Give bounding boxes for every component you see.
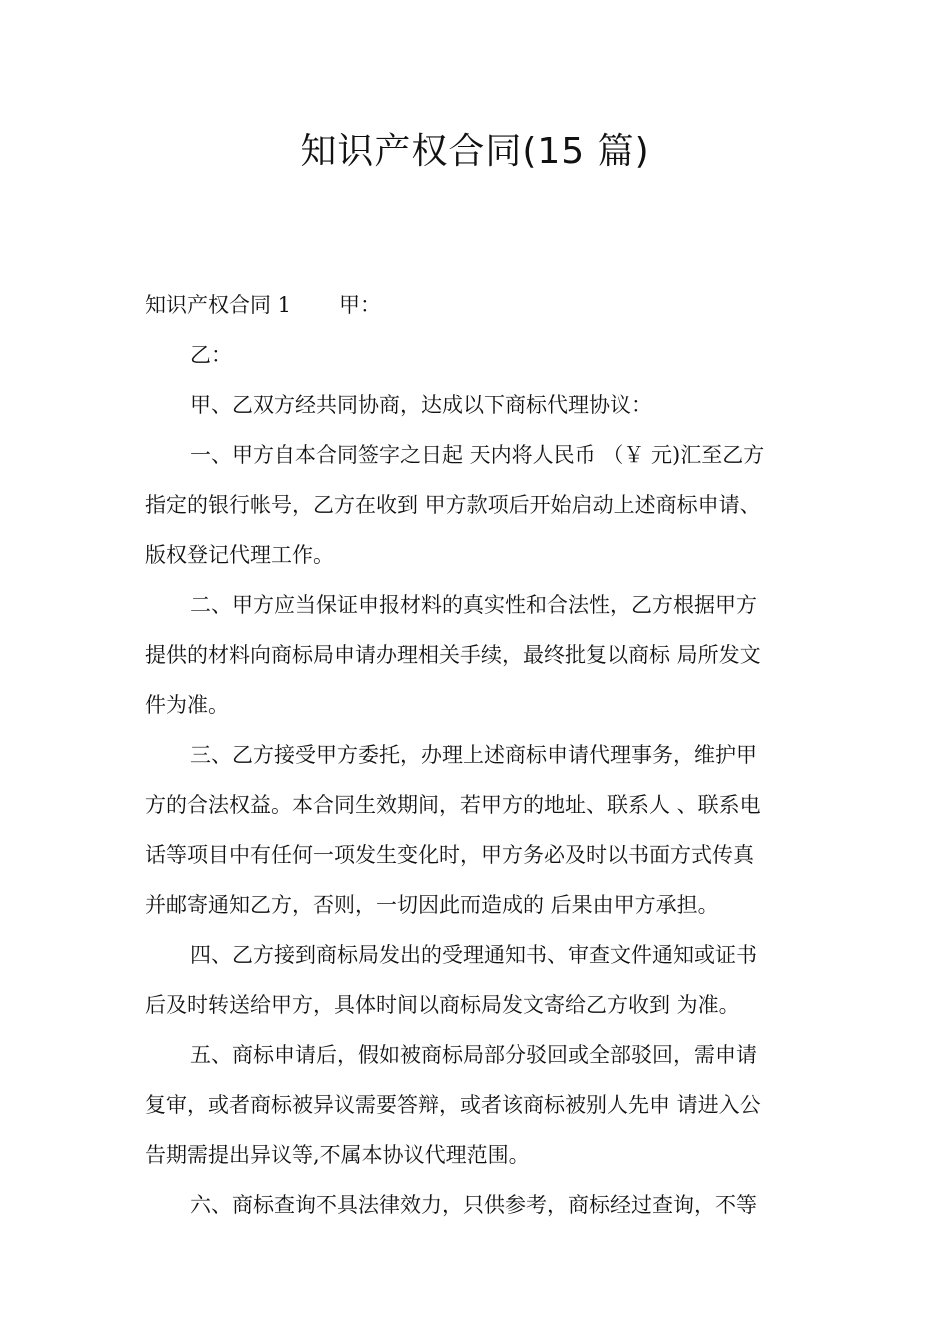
- paragraph-line: 六、商标查询不具法律效力，只供参考，商标经过查询，不等: [190, 1193, 757, 1217]
- paragraph-line: 五、商标申请后，假如被商标局部分驳回或全部驳回，需申请: [190, 1043, 757, 1067]
- paragraph-line: 提供的材料向商标局申请办理相关手续，最终批复以商标 局所发文: [145, 643, 761, 667]
- paragraph-line: 件为准。: [145, 693, 229, 717]
- paragraph-line: 版权登记代理工作。: [145, 543, 334, 567]
- paragraph-line: 并邮寄通知乙方，否则，一切因此而造成的 后果由甲方承担。: [145, 893, 719, 917]
- paragraph-line: 三、乙方接受甲方委托，办理上述商标申请代理事务，维护甲: [190, 743, 757, 767]
- paragraph-line: 二、甲方应当保证申报材料的真实性和合法性，乙方根据甲方: [190, 593, 757, 617]
- paragraph-line: 指定的银行帐号，乙方在收到 甲方款项后开始启动上述商标申请、: [145, 493, 761, 517]
- paragraph-line: 一、甲方自本合同签字之日起 天内将人民币 （￥ 元)汇至乙方: [190, 443, 765, 467]
- party-a-label: 甲：: [339, 293, 382, 317]
- paragraph-line: 话等项目中有任何一项发生变化时，甲方务必及时以书面方式传真: [145, 843, 754, 867]
- document-body: [145, 280, 809, 1230]
- paragraph-line: 复审，或者商标被异议需要答辩，或者该商标被别人先申 请进入公: [145, 1093, 761, 1117]
- paragraph-line: 后及时转送给甲方，具体时间以商标局发文寄给乙方收到 为准。: [145, 993, 740, 1017]
- party-b-line: 乙：: [190, 343, 232, 367]
- section-heading: 知识产权合同 1: [145, 293, 292, 317]
- paragraph-line: 甲、乙双方经共同协商，达成以下商标代理协议：: [190, 393, 652, 417]
- document-title: 知识产权合同(15 篇): [300, 131, 650, 172]
- paragraph-line: 告期需提出异议等,不属本协议代理范围。: [145, 1143, 530, 1167]
- section-heading-line: [145, 280, 809, 330]
- paragraph-line: 方的合法权益。本合同生效期间，若甲方的地址、联系人 、联系电: [145, 793, 761, 817]
- paragraph-line: 四、乙方接到商标局发出的受理通知书、审查文件通知或证书: [190, 943, 757, 967]
